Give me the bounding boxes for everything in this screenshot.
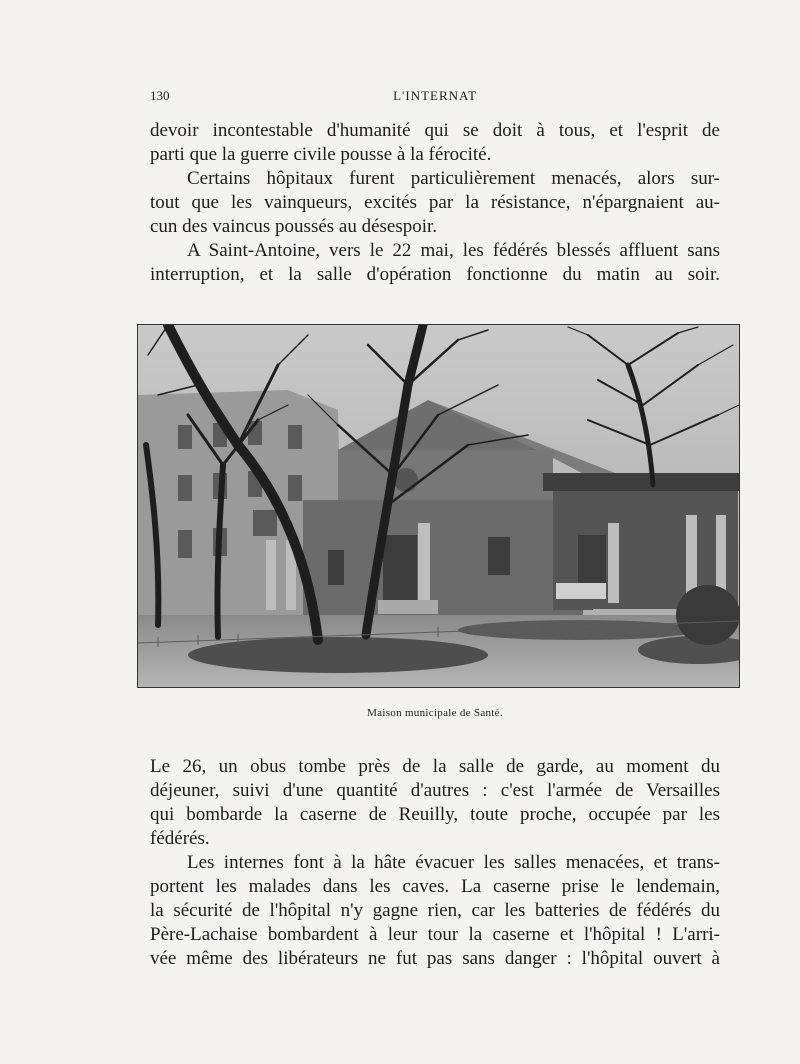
text-line: parti que la guerre civile pousse à la férocité. <box>150 144 492 165</box>
running-title: L'INTERNAT <box>393 88 477 103</box>
text-line: Les internes font à la hâte évacuer les salles menacées, et trans- <box>187 852 720 873</box>
photograph-maison-municipale <box>137 324 740 688</box>
text-line: cun des vaincus poussés au désespoir. <box>150 216 438 237</box>
running-head <box>150 88 720 108</box>
text-line: A Saint-Antoine, vers le 22 mai, les fédérés blessés affluent sans <box>187 240 720 261</box>
text-line: Certains hôpitaux furent particulièrement menacés, alors sur- <box>187 168 720 189</box>
text-line: portent les malades dans les caves. La caserne prise le lendemain, <box>150 876 720 897</box>
figure-caption: Maison municipale de Santé. <box>367 707 503 719</box>
text-line: qui bombarde la caserne de Reuilly, toute proche, occupée par les <box>150 804 720 825</box>
text-line: interruption, et la salle d'opération fonctionne du matin au soir. <box>150 264 720 285</box>
text-line: devoir incontestable d'humanité qui se doit à tous, et l'esprit de <box>150 120 720 141</box>
text-line: la sécurité de l'hôpital n'y gagne rien, car les batteries de fédérés du <box>150 900 720 921</box>
text-line: vée même des libérateurs ne fut pas sans danger : l'hôpital ouvert à <box>150 948 720 969</box>
text-line: fédérés. <box>150 828 210 849</box>
page-number: 130 <box>150 88 170 103</box>
text-line: déjeuner, suivi d'une quantité d'autres : c'est l'armée de Versailles <box>150 780 720 801</box>
text-line: tout que les vainqueurs, excités par la résistance, n'épargnaient au- <box>150 192 720 213</box>
text-line: Le 26, un obus tombe près de la salle de garde, au moment du <box>150 756 720 777</box>
text-line: Père-Lachaise bombardent à leur tour la caserne et l'hôpital ! L'arri- <box>150 924 720 945</box>
